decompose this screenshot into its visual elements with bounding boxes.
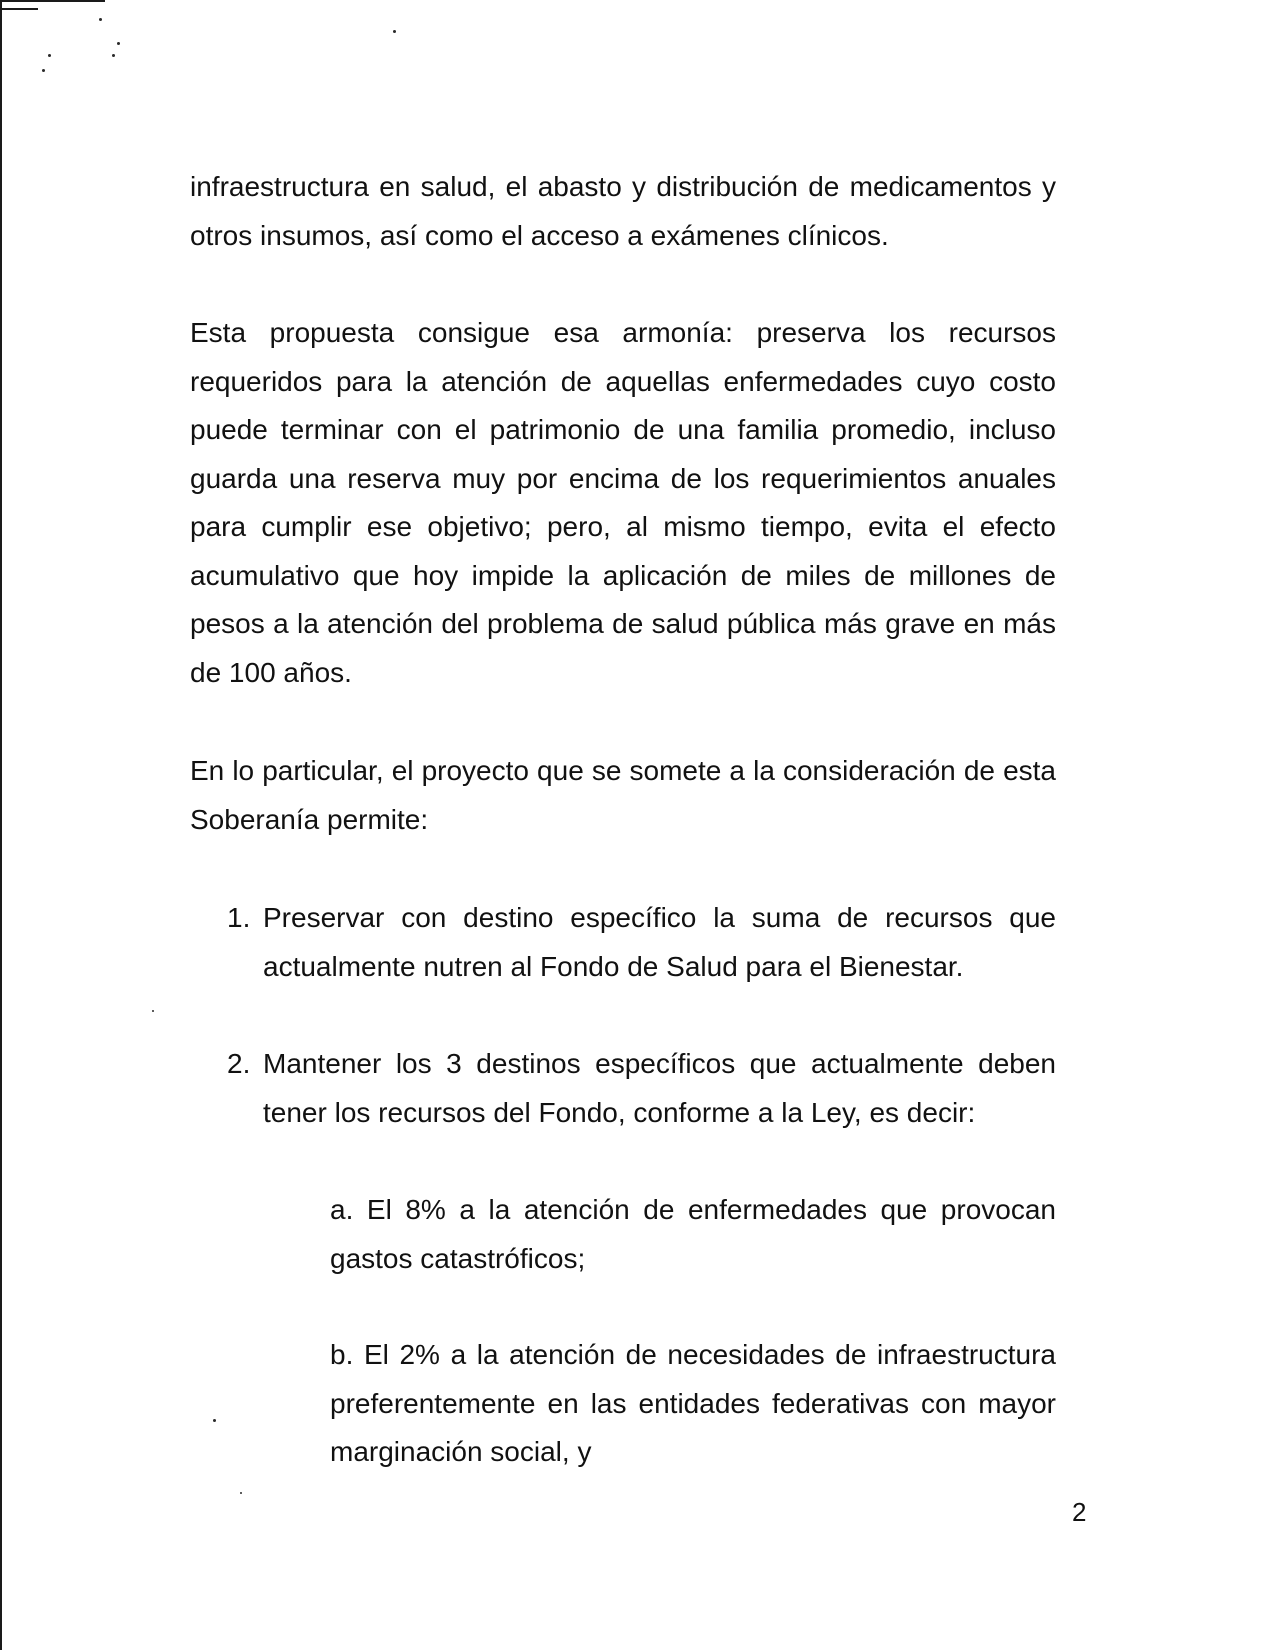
text-line: otros insumos, así como el acceso a exámenes clínicos. [190,219,889,251]
text-line: gastos catastróficos; [330,1242,586,1274]
scan-speck [48,54,51,57]
scan-speck [42,69,45,72]
list-number: 2. [227,1048,251,1079]
scan-top-rule [0,0,105,2]
paragraph-2 [190,309,1056,697]
text-line: pesos a la atención del problema de salud pública más grave en más [190,608,1056,639]
text-line: infraestructura en salud, el abasto y distribución de medicamentos y [190,171,1056,202]
text-line: En lo particular, el proyecto que se somete a la consideración de esta [190,755,1056,786]
scan-left-edge [0,0,2,1650]
text-line: preferentemente en las entidades federativas con mayor [330,1387,1056,1419]
text-line: puede terminar con el patrimonio de una familia promedio, incluso [190,414,1056,445]
text-line: b. El 2% a la atención de necesidades de infraestructura [330,1339,1056,1370]
text-line: actualmente nutren al Fondo de Salud para el Bienestar. [263,950,964,982]
text-line: Soberanía permite: [190,803,429,835]
scan-speck [213,1419,216,1422]
text-line: Esta propuesta consigue esa armonía: preserva los recursos [190,317,1056,348]
text-line: tener los recursos del Fondo, conforme a la Ley, es decir: [263,1096,976,1128]
sub-list-item [330,1186,1056,1283]
text-line: marginación social, y [330,1436,592,1467]
text-line: Preservar con destino específico la suma de recursos que [263,902,1056,933]
text-line: a. El 8% a la atención de enfermedades que provocan [330,1194,1056,1225]
scan-speck [99,18,102,21]
paragraph-3 [190,747,1056,844]
text-line: Mantener los 3 destinos específicos que actualmente deben [263,1048,1056,1079]
numbered-list-item [190,894,1056,991]
sub-list-item [330,1331,1056,1477]
text-line: requeridos para la atención de aquellas enfermedades cuyo costo [190,365,1056,397]
text-line: de 100 años. [190,656,352,688]
scan-speck [240,1492,242,1494]
scan-speck [112,54,115,57]
page-number: 2 [1072,1497,1087,1527]
paragraph-1 [190,163,1056,260]
text-line: para cumplir ese objetivo; pero, al mismo tiempo, evita el efecto [190,511,1056,542]
text-line: guarda una reserva muy por encima de los requerimientos anuales [190,462,1056,494]
list-number: 1. [227,902,251,933]
numbered-list-item [190,1040,1056,1137]
scan-speck [393,30,396,33]
scan-speck [152,1010,154,1012]
scan-top-rule-short [0,8,38,10]
text-line: acumulativo que hoy impide la aplicación de miles de millones de [190,559,1056,591]
scan-speck [117,42,120,45]
